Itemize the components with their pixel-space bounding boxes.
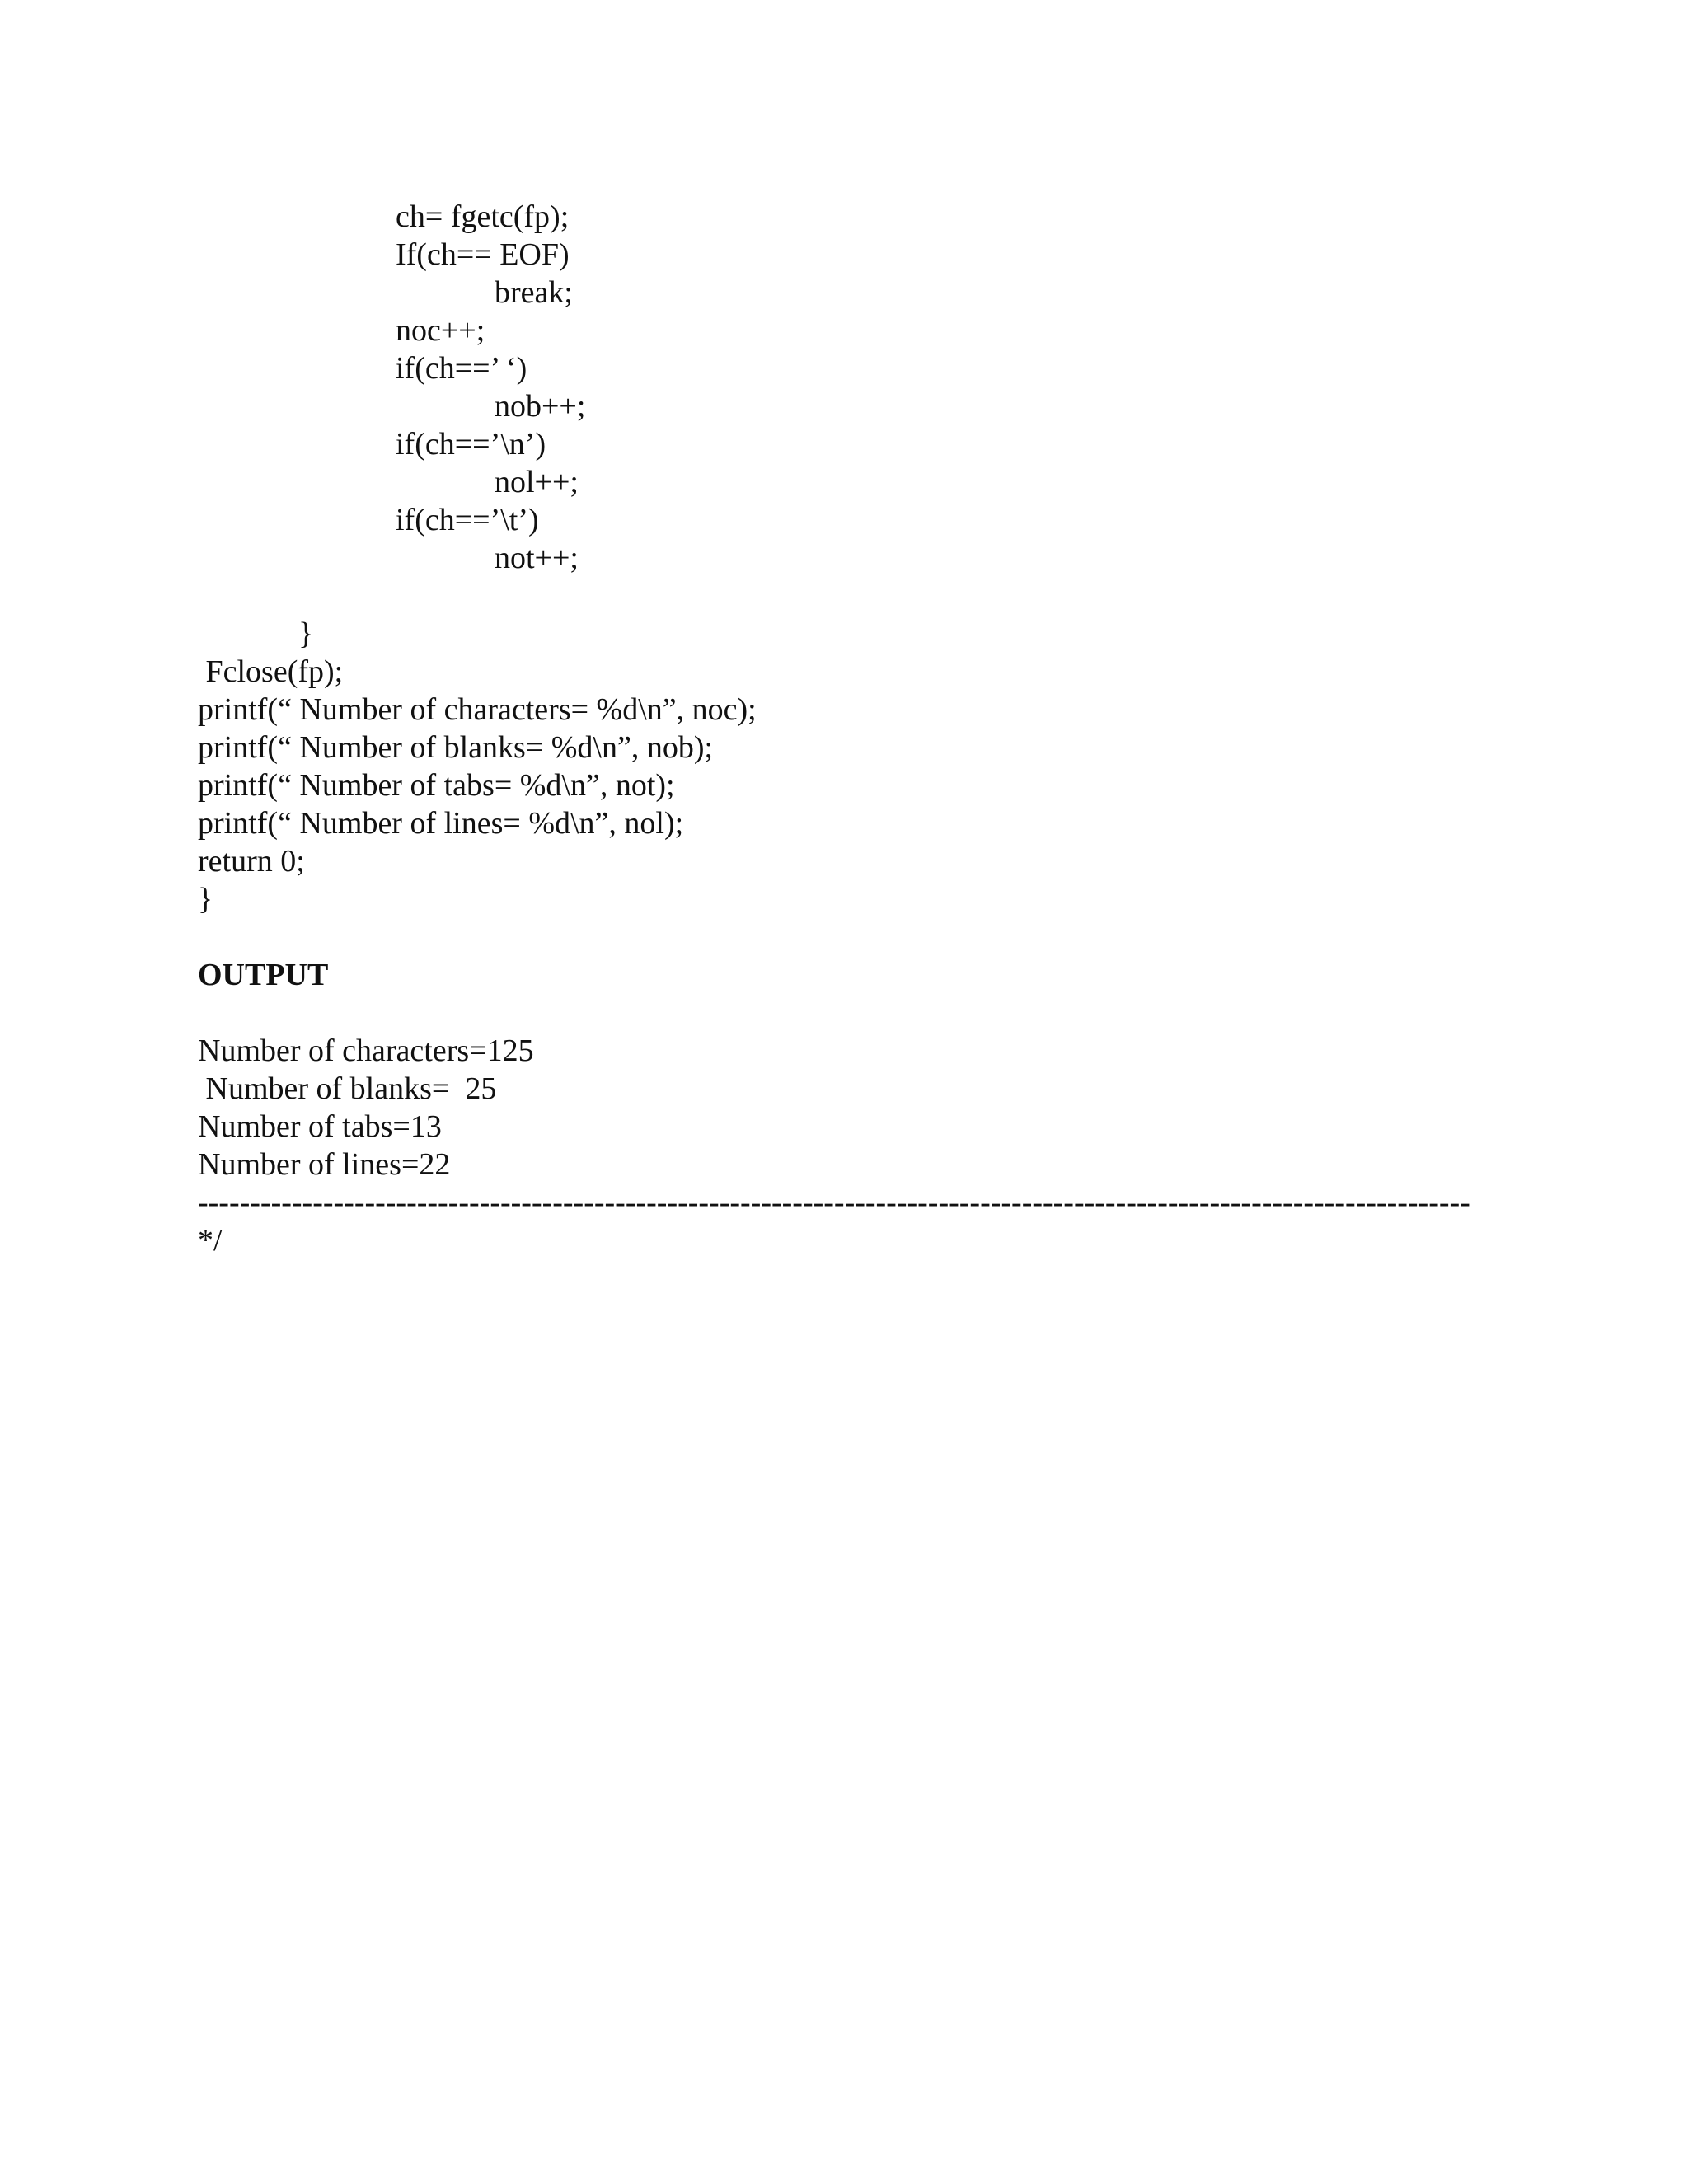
code-line: nob++; <box>495 389 586 424</box>
code-line: printf(“ Number of tabs= %d\n”, not); <box>198 768 675 803</box>
output-line: Number of lines=22 <box>198 1147 451 1182</box>
code-line: } <box>298 616 314 651</box>
output-line: Number of characters=125 <box>198 1033 534 1068</box>
code-line: } <box>198 882 213 916</box>
code-line: ch= fgetc(fp); <box>396 199 570 234</box>
code-line: printf(“ Number of blanks= %d\n”, nob); <box>198 730 714 765</box>
separator-line: -------------------------------------------------------------------------------------------------------------------------- <box>198 1185 1470 1220</box>
output-heading: OUTPUT <box>198 958 329 992</box>
comment-close: */ <box>198 1223 223 1258</box>
code-line: if(ch==’ ‘) <box>396 351 528 386</box>
code-line: if(ch==’\n’) <box>396 427 546 462</box>
code-line: noc++; <box>396 313 485 348</box>
code-line: not++; <box>495 541 579 575</box>
code-line: nol++; <box>495 465 579 499</box>
code-line: printf(“ Number of characters= %d\n”, noc); <box>198 692 757 727</box>
code-line: break; <box>495 275 573 310</box>
output-line: Number of blanks= 25 <box>198 1071 497 1106</box>
code-line: printf(“ Number of lines= %d\n”, nol); <box>198 806 684 841</box>
code-line: if(ch==’\t’) <box>396 503 539 537</box>
output-line: Number of tabs=13 <box>198 1109 442 1144</box>
code-line: Fclose(fp); <box>198 654 344 689</box>
code-line: If(ch== EOF) <box>396 237 570 272</box>
code-line: return 0; <box>198 844 305 879</box>
